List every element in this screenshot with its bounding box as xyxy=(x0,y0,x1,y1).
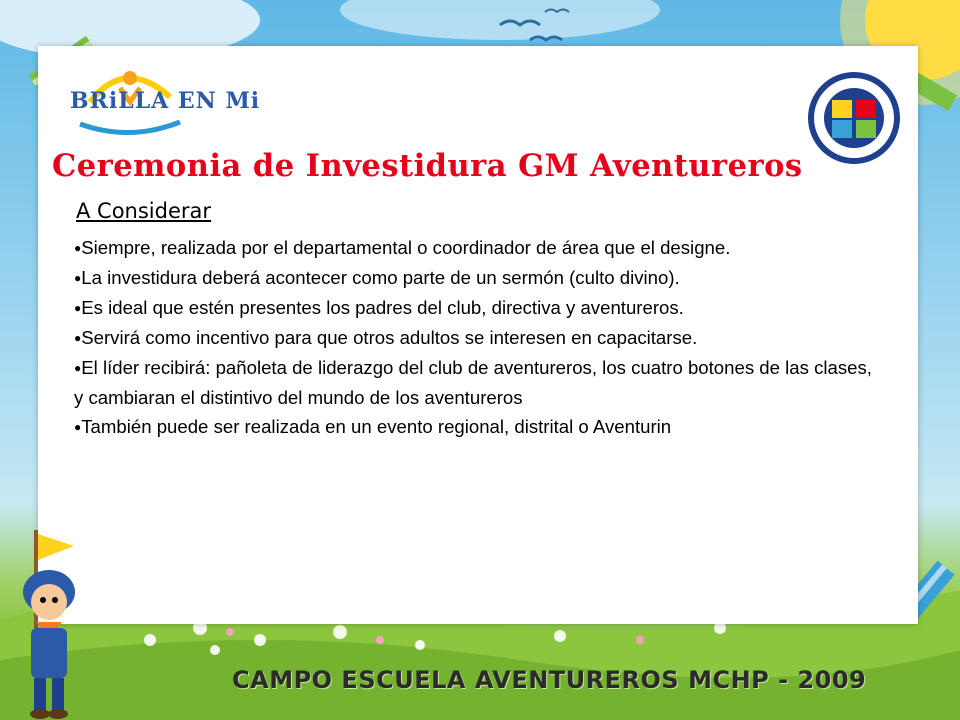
bullet-item xyxy=(74,233,884,263)
bullet-list xyxy=(74,233,884,442)
bullet-text: El líder recibirá: pañoleta de liderazgo del club de aventureros, los cuatro botones de las clases, y cambiaran el distintivo del mundo de los aventureros xyxy=(74,357,872,408)
slide-title: Ceremonia de Investidura GM Aventureros xyxy=(52,148,803,184)
footer-banner: CAMPO ESCUELA AVENTUREROS MCHP - 2009 xyxy=(232,666,867,694)
bullet-item xyxy=(74,353,884,412)
bullet-text: La investidura deberá acontecer como parte de un sermón (culto divino). xyxy=(81,267,680,288)
bullet-item xyxy=(74,293,884,323)
scout-child-illustration xyxy=(4,530,94,720)
bullet-text: También puede ser realizada en un evento regional, distrital o Aventurin xyxy=(81,416,672,437)
bullet-text: Es ideal que estén presentes los padres del club, directiva y aventureros. xyxy=(81,297,684,318)
bullet-text: Servirá como incentivo para que otros adultos se interesen en capacitarse. xyxy=(81,327,698,348)
bullet-item xyxy=(74,323,884,353)
section-heading: A Considerar xyxy=(76,199,212,223)
bullet-item xyxy=(74,263,884,293)
bullet-item xyxy=(74,412,884,442)
bullet-text: Siempre, realizada por el departamental o coordinador de área que el designe. xyxy=(81,237,731,258)
brand-logo-text: BRiLLA EN Mi xyxy=(70,88,261,114)
